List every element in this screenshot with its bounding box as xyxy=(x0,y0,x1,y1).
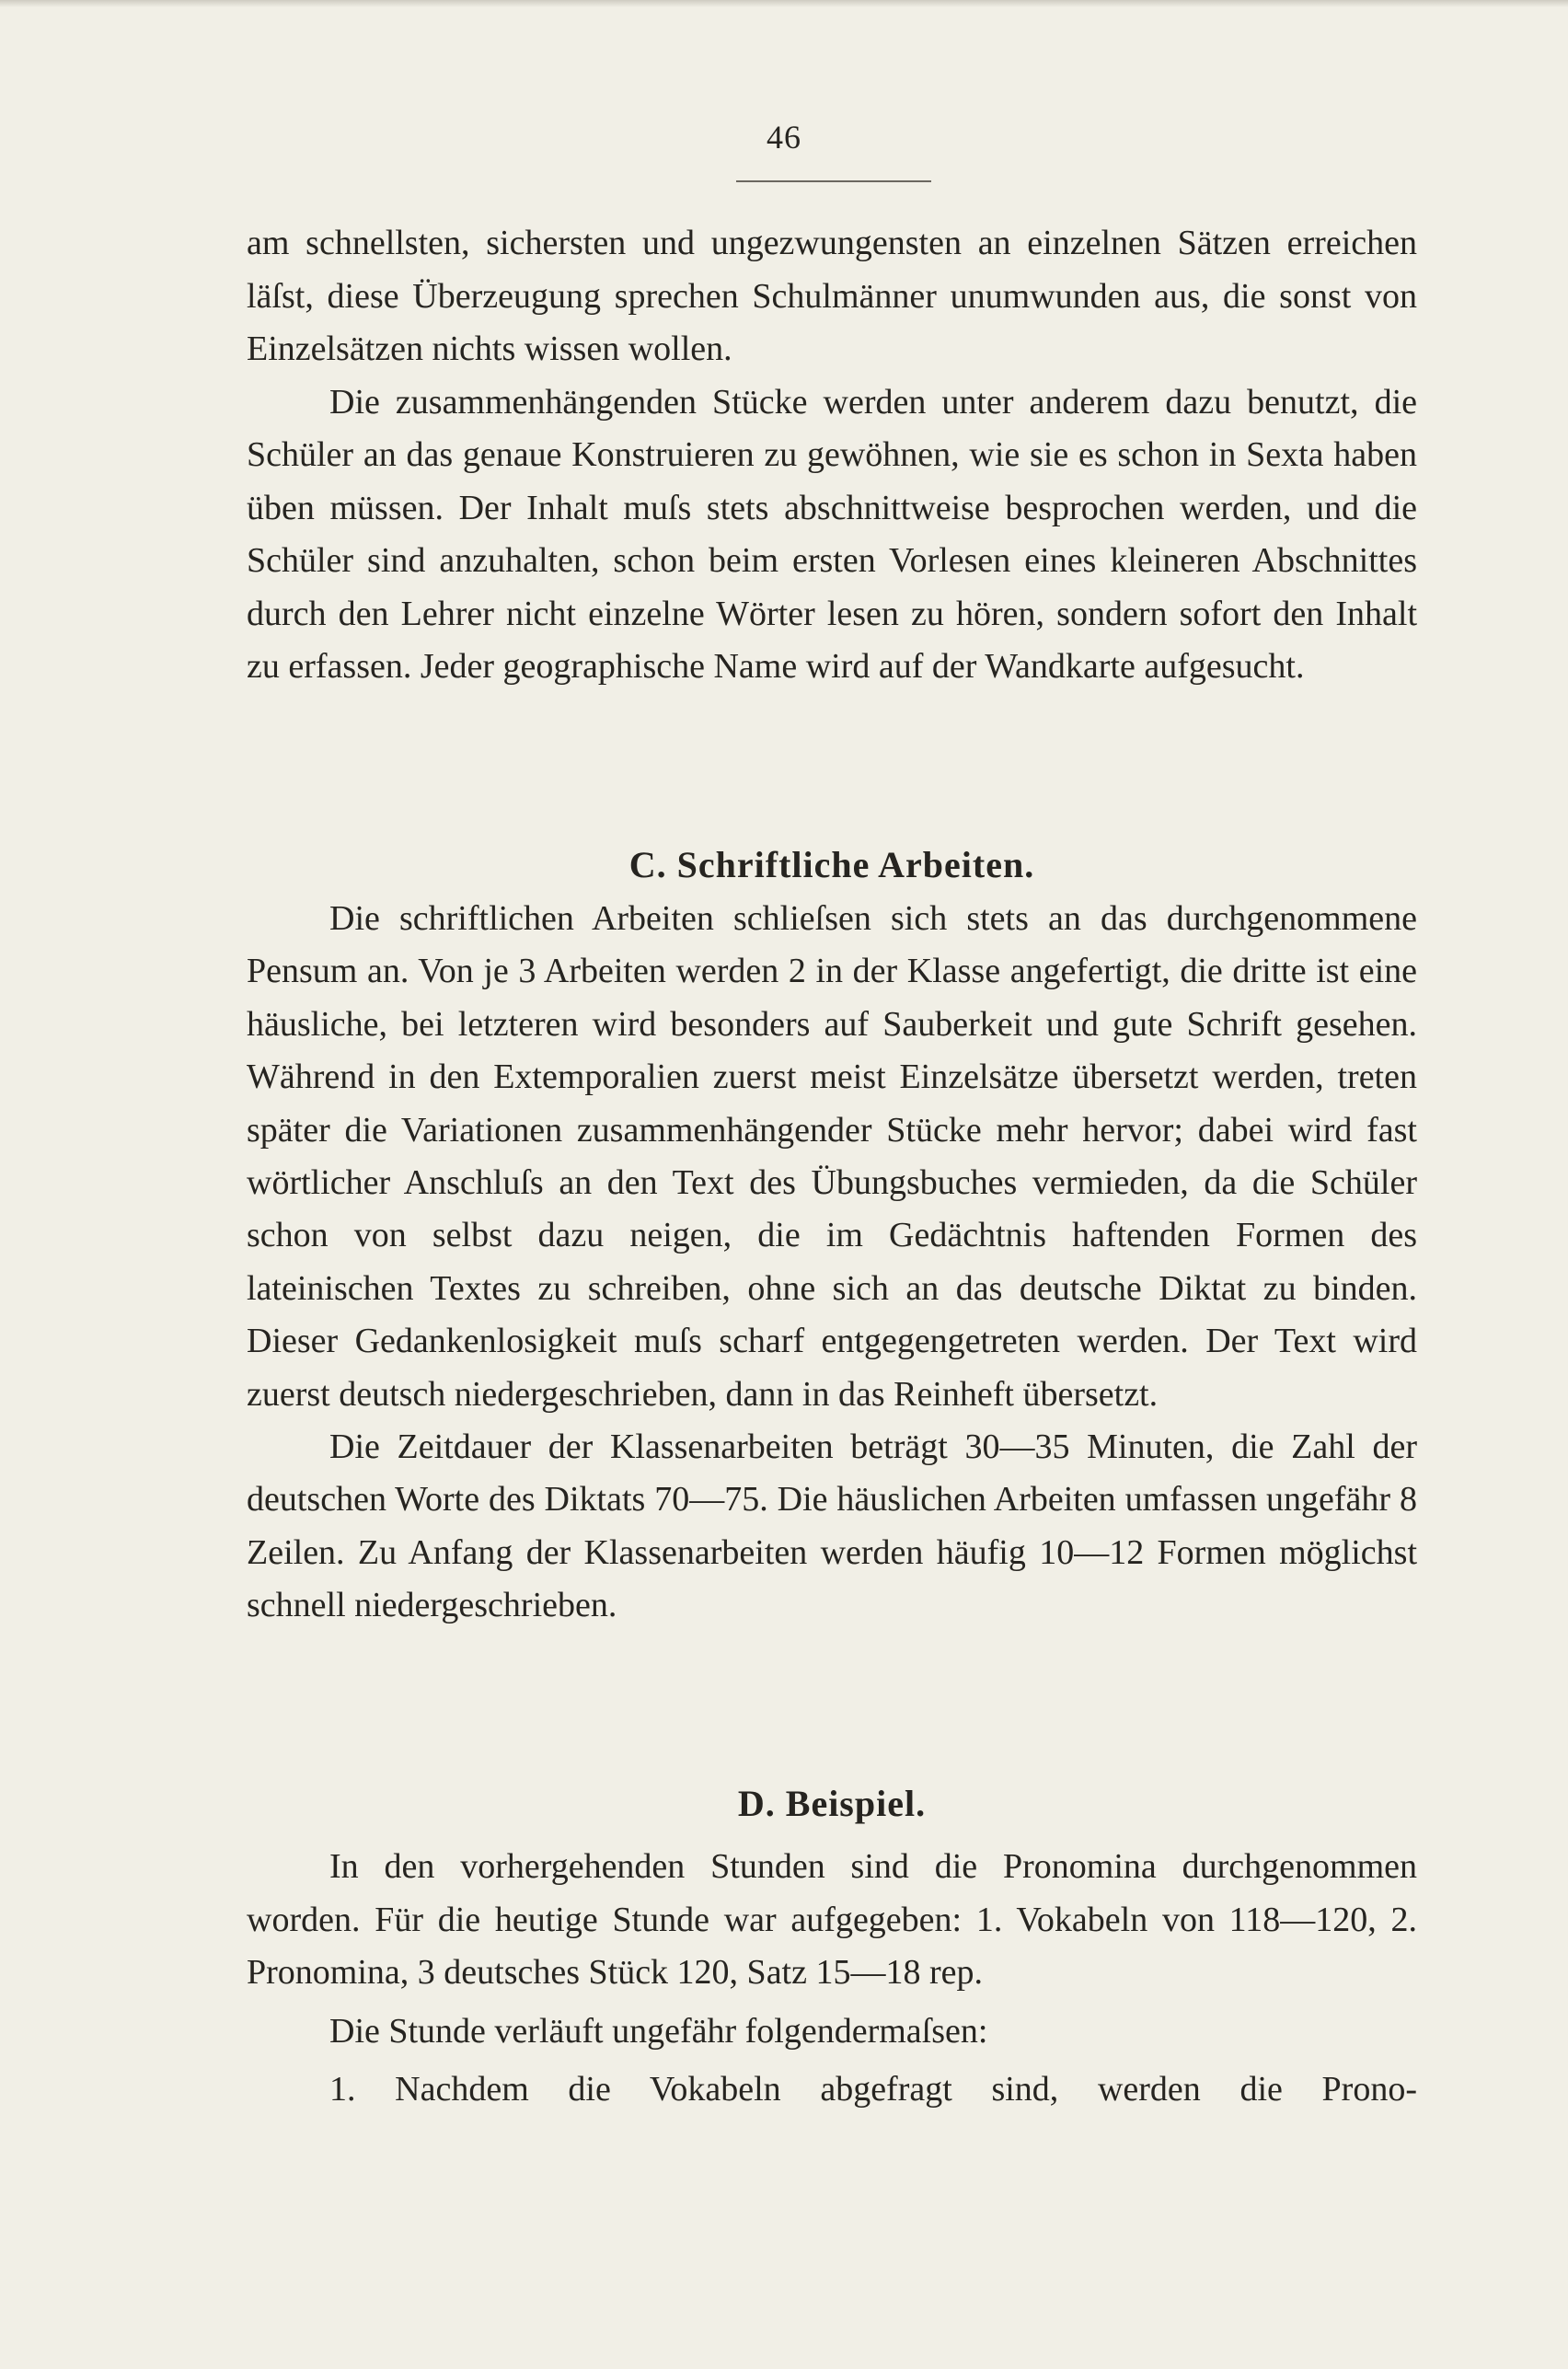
section-c-block xyxy=(247,893,1417,1633)
section-d-heading-block xyxy=(247,1776,1417,1832)
page-top-edge xyxy=(0,0,1568,7)
section-c-paragraph-2: Die Zeitdauer der Klassenarbeiten beträgt 30—35 Minuten, die Zahl der deutschen Worte des Diktats 70—75. Die häuslichen Arbeiten umfassen ungefähr 8 Zeilen. Zu Anfang der Klassenarbeiten werden häufig 10—12 Formen möglichst schnell niedergeschrieben. xyxy=(247,1427,1417,1625)
intro-paragraph-1: am schnellsten, sichersten und ungezwungensten an einzelnen Sätzen erreichen läſst, diese Überzeugung sprechen Schulmänner unumwunden aus, die sonst von Einzelsätzen nichts wissen wollen. xyxy=(247,224,1417,368)
page-number: 46 xyxy=(767,119,801,156)
section-c-paragraph-1: Die schriftlichen Arbeiten schlieſsen sich stets an das durchgenommene Pensum an. Von je 3 Arbeiten werden 2 in der Klasse angefertigt, die dritte ist eine häusliche, bei letzteren wird besonders auf Sauberkeit und gute Schrift gesehen. Während in den Extemporalien zuerst meist Einzelsätze übersetzt werden, treten später die Variationen zusammenhängender Stücke mehr hervor; dabei wird fast wörtlicher Anschluſs an den Text des Übungsbuches vermieden, da die Schüler schon von selbst dazu neigen, die im Gedächtnis haftenden Formen des lateinischen Textes zu schreiben, ohne sich an das deutsche Diktat zu binden. Dieser Gedankenlosigkeit muſs scharf entgegengetreten werden. Der Text wird zuerst deutsch niedergeschrieben, dann in das Reinheft übersetzt. xyxy=(247,899,1417,1414)
section-d-paragraph-1: In den vorhergehenden Stunden sind die Pronomina durchgenommen worden. Für die heutige Stunde war aufgegeben: 1. Vokabeln von 118—120, 2. Pronomina, 3 deutsches Stück 120, Satz 15—18 rep. xyxy=(247,1847,1417,1992)
intro-block xyxy=(247,217,1417,694)
section-d-paragraph-2: Die Stunde verläuft ungefähr folgendermaſsen: xyxy=(329,2011,988,2051)
section-c-heading: C. Schriftliche Arbeiten. xyxy=(628,844,1035,885)
section-d-heading: D. Beispiel. xyxy=(737,1783,927,1824)
intro-paragraph-2: Die zusammenhängenden Stücke werden unter anderem dazu benutzt, die Schüler an das genaue Konstruieren zu gewöhnen, wie sie es schon in Sexta haben üben müssen. Der Inhalt muſs stets abschnittweise besprochen werden, und die Schüler sind anzuhalten, schon beim ersten Vorlesen eines kleineren Abschnittes durch den Lehrer nicht einzelne Wörter lesen zu hören, sondern sofort den Inhalt zu erfassen. Jeder geographische Name wird auf der Wandkarte aufgesucht. xyxy=(247,382,1417,686)
section-d-list-item-1: 1. Nachdem die Vokabeln abgefragt sind, werden die Prono- xyxy=(329,2070,1417,2109)
section-c-heading-block xyxy=(247,838,1417,893)
section-d-block xyxy=(247,1841,1417,2117)
page-number-rule xyxy=(736,180,931,182)
